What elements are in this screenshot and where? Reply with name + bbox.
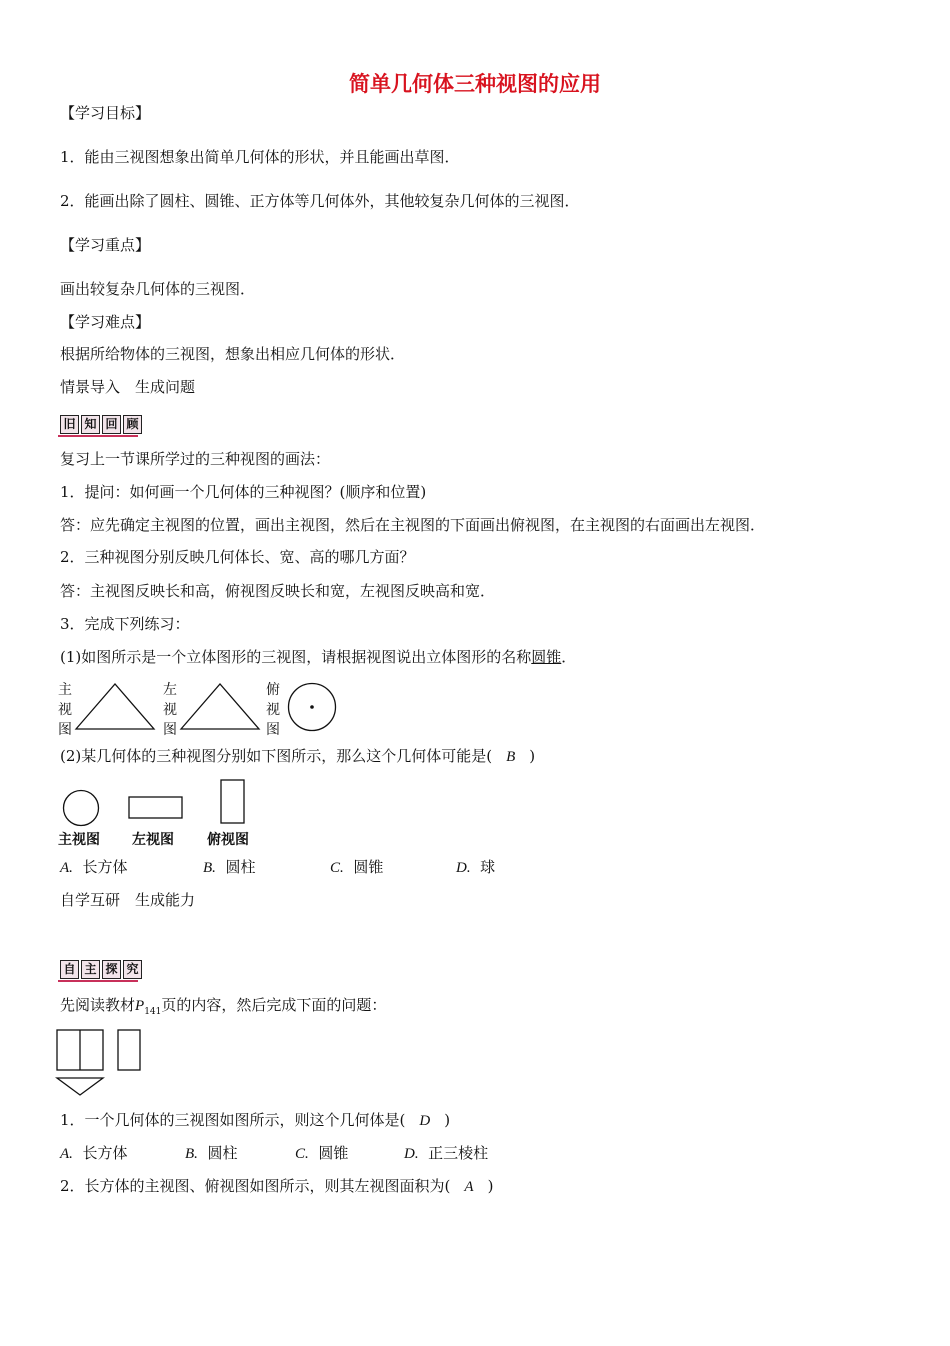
badge-char: 顾	[123, 415, 142, 434]
explore-badge	[60, 960, 142, 979]
q1-option-b: B. 圆柱	[185, 1144, 238, 1162]
exercise-2-answer: B	[506, 749, 516, 765]
exercise-1: (1)如图所示是一个立体图形的三视图，请根据视图说出立体图形的名称圆锥．	[60, 648, 577, 666]
front-view-triangle	[75, 683, 155, 731]
side-view-label: 左 视 图	[163, 682, 177, 738]
review-a1: 答：应先确定主视图的位置，画出主视图，然后在主视图的下面画出俯视图，在主视图的右面画出左视图．	[60, 516, 766, 534]
focus-heading: 【学习重点】	[60, 236, 151, 254]
badge-underline	[58, 435, 138, 437]
q1-option-a: A. 长方体	[60, 1144, 128, 1162]
explore-intro: 先阅读教材$P_{141}$页的内容，然后完成下面的问题：	[60, 996, 387, 1017]
badge-char: 知	[81, 415, 100, 434]
explore-q1-answer: D	[419, 1113, 431, 1129]
review-intro: 复习上一节课所学过的三种视图的画法：	[60, 450, 331, 468]
ex2-top-rectangle	[220, 779, 246, 825]
exercise-2: (2)某几何体的三种视图分别如下图所示，那么这个几何体可能是( B )	[60, 747, 536, 765]
review-q3: 3．完成下列练习：	[60, 615, 190, 633]
explore-side-view	[117, 1029, 143, 1073]
ex2-side-label: 左视图	[132, 832, 174, 848]
review-q1: 1．提问：如何画一个几何体的三种视图？(顺序和位置)	[60, 483, 427, 501]
top-view-circle	[287, 683, 339, 733]
ex2-top-label: 俯视图	[207, 832, 249, 848]
q1-option-d: D. 正三棱柱	[404, 1144, 489, 1162]
explore-q1: 1．一个几何体的三视图如图所示，则这个几何体是( D )	[60, 1111, 451, 1129]
review-q2: 2．三种视图分别反映几何体长、宽、高的哪几方面？	[60, 548, 415, 566]
review-a2: 答：主视图反映长和高，俯视图反映长和宽，左视图反映高和宽．	[60, 582, 496, 600]
exercise-1-answer: 圆锥	[531, 648, 562, 666]
explore-front-view	[56, 1029, 106, 1097]
badge-char: 自	[60, 960, 79, 979]
review-badge	[60, 415, 142, 434]
front-view-label: 主 视 图	[58, 682, 72, 738]
ex2-option-d: D. 球	[456, 858, 496, 876]
q1-option-c: C. 圆锥	[295, 1144, 349, 1162]
ex2-front-circle	[62, 789, 100, 827]
explore-q2-answer: A	[464, 1179, 474, 1195]
difficulty-text: 根据所给物体的三视图，想象出相应几何体的形状．	[60, 345, 406, 363]
badge-char: 主	[81, 960, 100, 979]
badge-char: 回	[102, 415, 121, 434]
ex2-option-a: A. 长方体	[60, 858, 128, 876]
ex2-side-rectangle	[128, 796, 184, 820]
side-view-triangle	[180, 683, 260, 731]
ex2-option-b: B. 圆柱	[203, 858, 256, 876]
goal-1: 1．能由三视图想象出简单几何体的形状，并且能画出草图．	[60, 148, 460, 166]
explore-q2: 2．长方体的主视图、俯视图如图所示，则其左视图面积为( A )	[60, 1177, 494, 1195]
goal-2: 2．能画出除了圆柱、圆锥、正方体等几何体外，其他较复杂几何体的三视图．	[60, 192, 580, 210]
focus-text: 画出较复杂几何体的三视图．	[60, 280, 256, 298]
self-study-text: 自学互研 生成能力	[60, 891, 196, 909]
badge-char: 究	[123, 960, 142, 979]
badge-char: 探	[102, 960, 121, 979]
ex2-front-label: 主视图	[58, 832, 100, 848]
badge-char: 旧	[60, 415, 79, 434]
goals-heading: 【学习目标】	[60, 104, 151, 122]
top-view-label: 俯 视 图	[266, 682, 280, 738]
page-title: 简单几何体三种视图的应用	[349, 72, 601, 96]
badge-underline	[58, 980, 138, 982]
difficulty-heading: 【学习难点】	[60, 313, 151, 331]
intro-text: 情景导入 生成问题	[60, 378, 196, 396]
ex2-option-c: C. 圆锥	[330, 858, 384, 876]
